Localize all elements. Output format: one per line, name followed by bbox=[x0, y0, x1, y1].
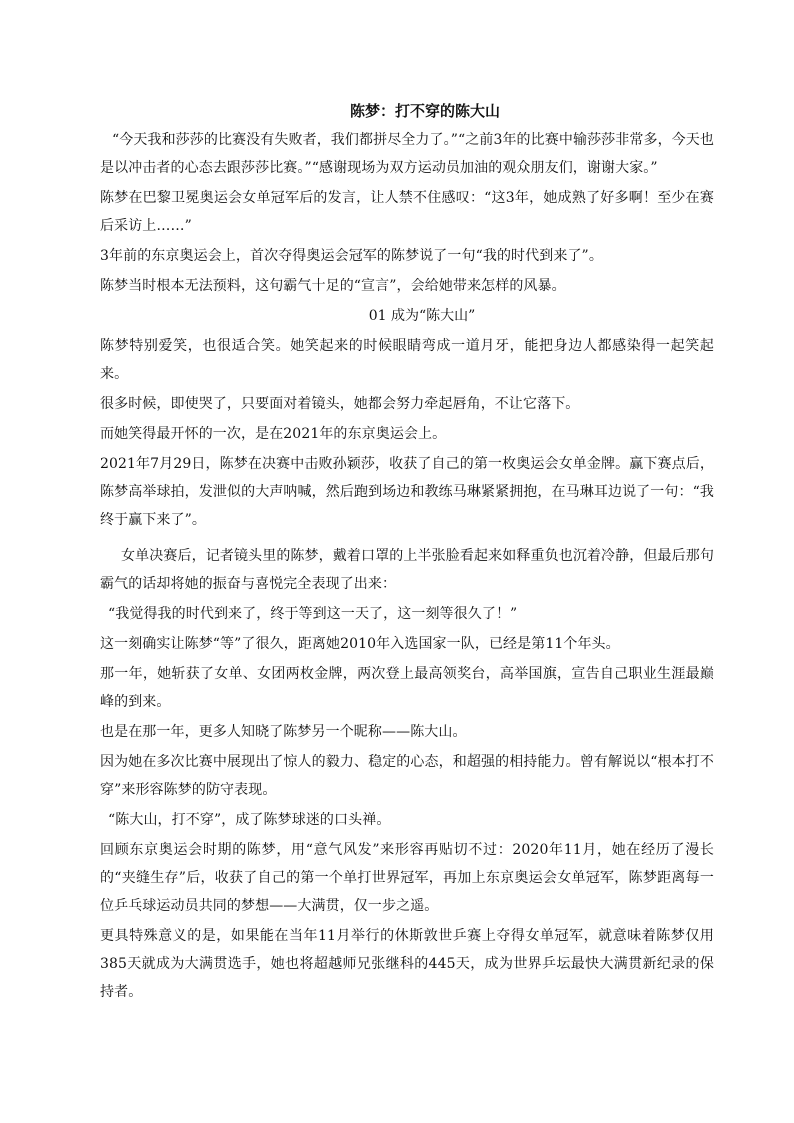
article-title: 陈梦：打不穿的陈大山 bbox=[349, 102, 500, 120]
paragraph-happiest: 而她笑得最开怀的一次，是在2021年的东京奥运会上。 bbox=[100, 426, 447, 442]
paragraph-storm: 陈梦当时根本无法预料，这句霸气十足的“宣言”，会给她带来怎样的风暴。 bbox=[100, 278, 566, 294]
paragraph-my-era-quote: “我觉得我的时代到来了，终于等到这一天了，这一刻等很久了！” bbox=[108, 606, 518, 622]
paragraph-speech-reaction: 陈梦在巴黎卫冕奥运会女单冠军后的发言，让人禁不住感叹：“这3年，她成熟了好多啊！至少在赛后采访上……” bbox=[100, 190, 714, 234]
paragraph-final-win: 2021年7月29日，陈梦在决赛中击败孙颖莎，收获了自己的第一枚奥运会女单金牌。赢下赛点后，陈梦高举球拍，发泄似的大声呐喊，然后跑到场边和教练马琳紧紧拥抱，在马琳耳边说了一句：“我终于赢下来了”。 bbox=[100, 456, 714, 528]
article-body bbox=[100, 98, 714, 1008]
paragraph-tokyo-declaration: 3年前的东京奥运会上，首次夺得奥运会冠军的陈梦说了一句“我的时代到来了”。 bbox=[100, 248, 603, 264]
paragraph-grand-slam: 更具特殊意义的是，如果能在当年11月举行的休斯敦世乒赛上夺得女单冠军，就意味着陈梦仅用385天就成为大满贯选手，她也将超越师兄张继科的445天，成为世界乒坛最快大满贯新纪录的保持者。 bbox=[100, 928, 714, 1000]
paragraph-crying: 很多时候，即使哭了，只要面对着镜头，她都会努力牵起唇角，不让它落下。 bbox=[100, 396, 580, 412]
paragraph-nickname: 也是在那一年，更多人知晓了陈梦另一个昵称——陈大山。 bbox=[100, 724, 467, 740]
paragraph-that-year: 那一年，她斩获了女单、女团两枚金牌，两次登上最高领奖台，高举国旗，宣告自己职业生涯最巅峰的到来。 bbox=[100, 666, 714, 710]
paragraph-after-final: 女单决赛后，记者镜头里的陈梦，戴着口罩的上半张脸看起来如释重负也沉着冷静，但最后那句霸气的话却将她的振奋与喜悦完全表现了出来： bbox=[100, 548, 714, 592]
section-heading: 01 成为“陈大山” bbox=[368, 308, 476, 324]
paragraph-quote-after-match: “今天我和莎莎的比赛没有失败者，我们都拼尽全力了。”“之前3年的比赛中输莎莎非常多，今天也是以冲击者的心态去跟莎莎比赛。”“感谢现场为双方运动员加油的观众朋友们，谢谢大家。” bbox=[100, 132, 714, 176]
paragraph-smile: 陈梦特别爱笑，也很适合笑。她笑起来的时候眼睛弯成一道月牙，能把身边人都感染得一起笑起来。 bbox=[100, 338, 714, 382]
paragraph-waited-long: 这一刻确实让陈梦“等”了很久，距离她2010年入选国家一队，已经是第11个年头。 bbox=[100, 636, 620, 652]
paragraph-catchphrase: “陈大山，打不穿”，成了陈梦球迷的口头禅。 bbox=[108, 812, 391, 828]
paragraph-defense: 因为她在多次比赛中展现出了惊人的毅力、稳定的心态，和超强的相持能力。曾有解说以“根本打不穿”来形容陈梦的防守表现。 bbox=[100, 754, 714, 798]
paragraph-tokyo-review: 回顾东京奥运会时期的陈梦，用“意气风发”来形容再贴切不过：2020年11月，她在经历了漫长的“夹缝生存”后，收获了自己的第一个单打世界冠军，再加上东京奥运会女单冠军，陈梦距离每一位乒乓球运动员共同的梦想——大满贯，仅一步之遥。 bbox=[100, 842, 714, 914]
